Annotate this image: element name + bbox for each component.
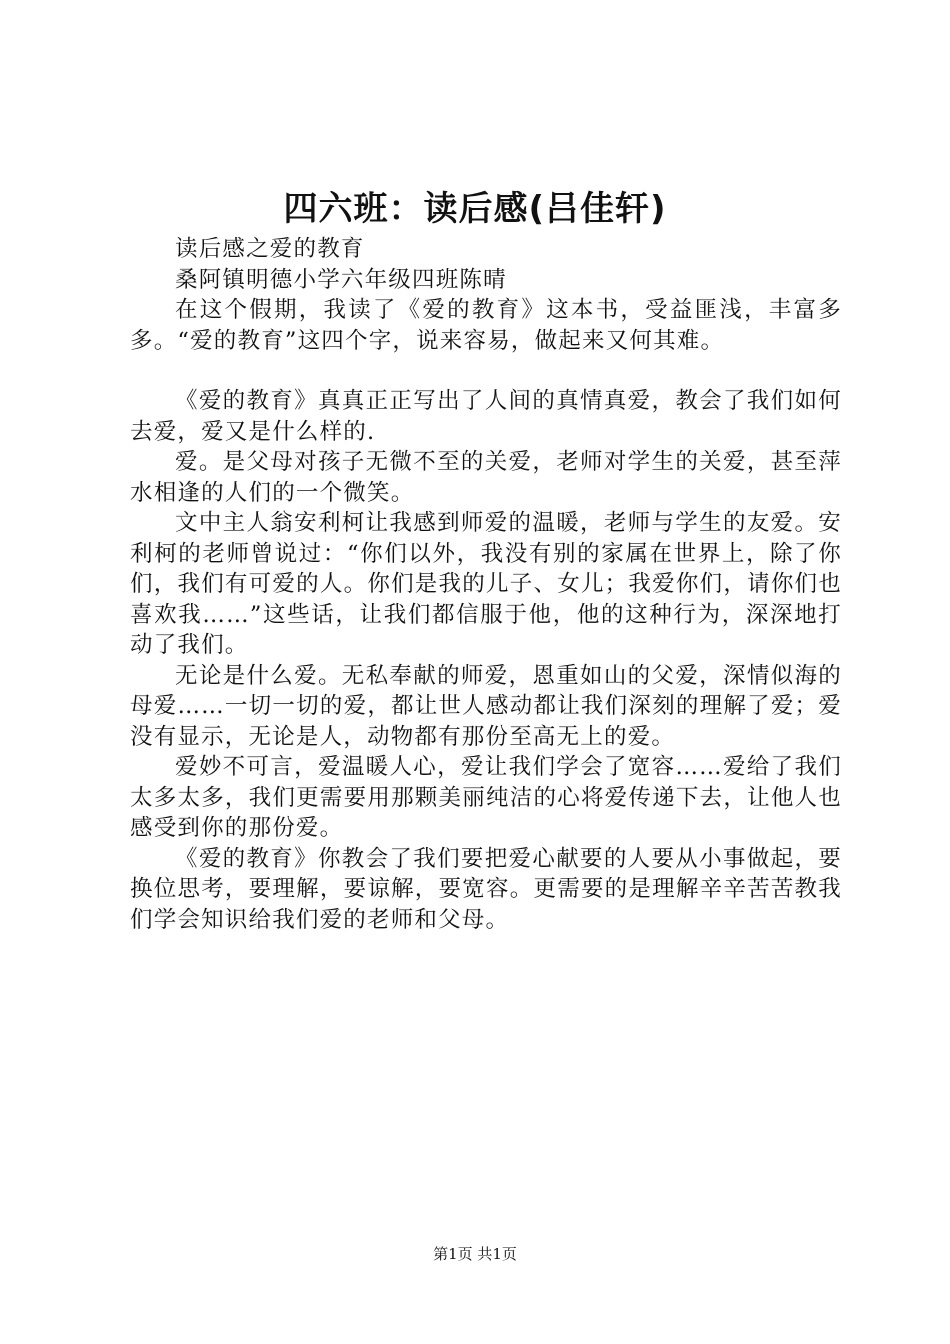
document-title: 四六班：读后感(吕佳轩) [283,189,667,229]
paragraph: 《爱的教育》你教会了我们要把爱心献要的人要从小事做起，要换位思考，要理解，要谅解，要宽容。更需要的是理解辛辛苦苦教我们学会知识给我们爱的老师和父母。 [130,845,842,933]
paragraph: 《爱的教育》真真正正写出了人间的真情真爱，教会了我们如何去爱，爱又是什么样的. [130,388,842,445]
paragraph: 无论是什么爱。无私奉献的师爱，恩重如山的父爱，深情似海的母爱……一切一切的爱，都让世人感动都让我们深刻的理解了爱；爱没有显示，无论是人，动物都有那份至高无上的爱。 [130,662,842,750]
paragraph: 文中主人翁安利柯让我感到师爱的温暖，老师与学生的友爱。安利柯的老师曾说过：“你们以外，我没有别的家属在世界上，除了你们，我们有可爱的人。你们是我的儿子、女儿；我爱你们，请你们也喜欢我……”这些话，让我们都信服于他，他的这种行为，深深地打动了我们。 [130,510,842,658]
paragraph: 在这个假期，我读了《爱的教育》这本书，受益匪浅，丰富多多。“爱的教育”这四个字，说来容易，做起来又何其难。 [130,297,842,354]
paragraph: 爱妙不可言，爱温暖人心，爱让我们学会了宽容……爱给了我们太多太多，我们更需要用那颗美丽纯洁的心将爱传递下去，让他人也感受到你的那份爱。 [130,754,842,841]
essay-heading: 读后感之爱的教育 [175,236,365,262]
author-line: 桑阿镇明德小学六年级四班陈晴 [175,266,507,293]
page-footer: 第1页 共1页 [433,1245,517,1263]
paragraph: 爱。是父母对孩子无微不至的关爱，老师对学生的关爱，甚至萍水相逢的人们的一个微笑。 [130,449,842,506]
document-body [130,234,842,935]
